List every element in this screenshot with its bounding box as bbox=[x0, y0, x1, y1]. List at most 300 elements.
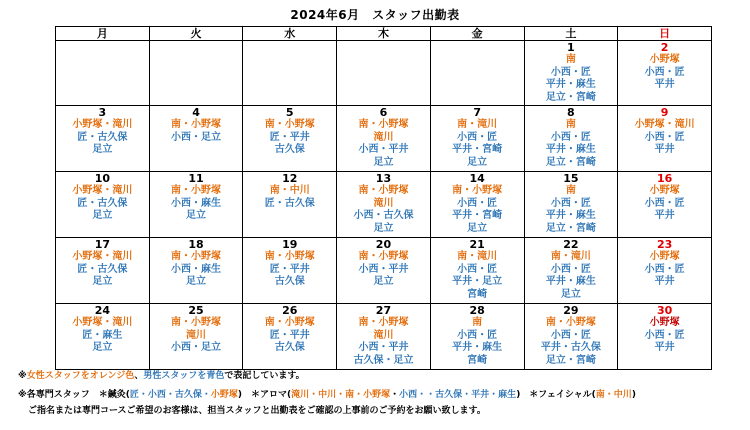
staff-line bbox=[56, 342, 149, 355]
female-staff-names: 南・小野塚 bbox=[452, 185, 503, 196]
day-cell bbox=[618, 106, 712, 172]
female-staff-names: 小野塚 bbox=[649, 317, 680, 328]
male-staff-names: 小西・麻生 bbox=[171, 263, 222, 275]
male-staff-names: 平井 bbox=[654, 276, 675, 287]
male-staff-names: 平井・麻生 bbox=[545, 79, 596, 90]
male-staff-names: 古久保 bbox=[274, 276, 305, 287]
day-number bbox=[431, 41, 524, 54]
staff-line bbox=[525, 79, 618, 92]
male-staff-names: 小西・匠 bbox=[457, 329, 498, 341]
male-staff-names: 小西・匠 bbox=[457, 263, 498, 275]
staff-line bbox=[56, 330, 149, 343]
week-row bbox=[56, 106, 712, 172]
staff-line bbox=[150, 132, 243, 145]
male-staff-names: 小西・匠 bbox=[550, 66, 591, 78]
staff-line bbox=[525, 210, 618, 223]
day-number: 7 bbox=[473, 106, 481, 119]
day-number: 30 bbox=[656, 304, 673, 317]
note-segment: 男性スタッフを青色 bbox=[143, 371, 225, 381]
weekday-tue: 火 bbox=[149, 27, 243, 41]
male-staff-names: 平井 bbox=[654, 144, 675, 155]
day-cell bbox=[149, 304, 243, 370]
day-number: 14 bbox=[469, 172, 485, 185]
staff-line bbox=[56, 210, 149, 223]
staff-line bbox=[431, 355, 524, 368]
day-number: 4 bbox=[192, 106, 200, 119]
staff-line bbox=[56, 119, 149, 132]
staff-line bbox=[431, 185, 524, 198]
day-cell bbox=[618, 172, 712, 238]
day-cell bbox=[243, 106, 337, 172]
staff-line bbox=[525, 54, 618, 67]
female-staff-names: 南・小野塚 bbox=[264, 251, 315, 262]
day-number bbox=[337, 41, 430, 54]
note-segment: ) bbox=[631, 390, 636, 400]
staff-line bbox=[618, 264, 711, 277]
week-row bbox=[56, 238, 712, 304]
female-staff-names: 南 bbox=[472, 317, 483, 328]
day-cell bbox=[243, 304, 337, 370]
empty-day-cell bbox=[243, 41, 337, 106]
note-segment: 、 bbox=[134, 371, 144, 381]
female-staff-names: 滝川 bbox=[373, 131, 394, 143]
male-staff-names: 小西・平井 bbox=[358, 144, 409, 155]
staff-line bbox=[525, 132, 618, 145]
male-staff-names: 平井・麻生 bbox=[452, 342, 503, 353]
staff-line bbox=[150, 198, 243, 211]
staff-line bbox=[56, 317, 149, 330]
staff-line bbox=[337, 317, 430, 330]
staff-line bbox=[337, 157, 430, 170]
day-cell bbox=[56, 172, 150, 238]
male-staff-names: 小西・匠 bbox=[644, 263, 685, 275]
male-staff-names: 小西・匠 bbox=[644, 329, 685, 341]
staff-line bbox=[56, 185, 149, 198]
staff-line bbox=[56, 144, 149, 157]
note-segment: で表記しています。 bbox=[224, 371, 305, 381]
male-staff-names: 足立 bbox=[467, 222, 488, 234]
day-number: 2 bbox=[660, 41, 669, 54]
day-cell bbox=[149, 106, 243, 172]
male-staff-names: 古久保 bbox=[274, 144, 305, 155]
staff-line bbox=[243, 264, 336, 277]
staff-line bbox=[525, 67, 618, 80]
staff-line bbox=[525, 198, 618, 211]
day-number: 6 bbox=[379, 106, 388, 119]
staff-line bbox=[150, 185, 243, 198]
male-staff-names: 足立 bbox=[560, 288, 581, 300]
day-number: 23 bbox=[656, 238, 673, 251]
day-cell bbox=[430, 106, 524, 172]
male-staff-names: 小西・匠 bbox=[550, 197, 591, 209]
staff-line bbox=[618, 79, 711, 92]
day-cell bbox=[243, 172, 337, 238]
staff-line bbox=[431, 132, 524, 145]
male-staff-names: 匠・古久保 bbox=[77, 197, 128, 209]
male-staff-names: 宮崎 bbox=[467, 354, 488, 366]
day-number: 12 bbox=[282, 172, 298, 185]
female-staff-names: 小野塚・滝川 bbox=[72, 251, 133, 262]
female-staff-names: 南・滝川 bbox=[457, 119, 498, 130]
staff-line bbox=[431, 119, 524, 132]
male-staff-names: 平井・麻生 bbox=[545, 210, 596, 221]
staff-line bbox=[243, 276, 336, 289]
day-cell bbox=[524, 304, 618, 370]
male-staff-names: 平井 bbox=[654, 210, 675, 221]
staff-line bbox=[337, 355, 430, 368]
day-number: 10 bbox=[94, 172, 110, 185]
staff-line bbox=[243, 198, 336, 211]
male-staff-names: 古久保・足立 bbox=[353, 354, 414, 366]
female-staff-names: 小野塚 bbox=[649, 54, 680, 65]
female-staff-names: 小野塚 bbox=[649, 185, 680, 196]
reservation-note: ご指名または専門コースご希望のお客様は、担当スタッフと出勤表をご確認の上事前のご予約をお願い致します。 bbox=[28, 406, 486, 416]
day-cell bbox=[149, 172, 243, 238]
day-number: 21 bbox=[469, 238, 485, 251]
male-staff-names: 足立 bbox=[92, 210, 113, 221]
male-staff-names: 足立・宮崎 bbox=[545, 222, 596, 234]
male-staff-names: 足立 bbox=[186, 276, 207, 287]
day-number: 18 bbox=[188, 238, 204, 251]
day-cell bbox=[430, 238, 524, 304]
staff-line bbox=[243, 317, 336, 330]
male-staff-names: 小西・古久保 bbox=[353, 210, 414, 221]
day-cell bbox=[149, 238, 243, 304]
day-number: 19 bbox=[282, 238, 298, 251]
day-number: 3 bbox=[98, 106, 107, 119]
staff-line bbox=[618, 144, 711, 157]
staff-line bbox=[337, 276, 430, 289]
female-staff-names: 南・小野塚 bbox=[545, 317, 596, 328]
male-staff-names: 匠・麻生 bbox=[82, 329, 123, 341]
weekday-mon: 月 bbox=[56, 27, 150, 41]
male-staff-names: 平井・古久保 bbox=[540, 342, 601, 353]
male-staff-names: 宮崎 bbox=[467, 288, 488, 300]
note-segment: 匠・小西・古久保・ bbox=[129, 390, 211, 400]
male-staff-names: 足立 bbox=[92, 342, 113, 353]
staff-line bbox=[150, 251, 243, 264]
male-staff-names: 平井 bbox=[654, 79, 675, 90]
staff-line bbox=[243, 251, 336, 264]
note-segment: ※各専門スタッフ ＊鍼灸( bbox=[18, 390, 130, 400]
female-staff-names: 小野塚・滝川 bbox=[634, 119, 695, 130]
female-staff-names: 南・小野塚 bbox=[264, 119, 315, 130]
page-title: 2024年6月 スタッフ出勤表 bbox=[290, 8, 460, 22]
staff-line bbox=[618, 251, 711, 264]
staff-line bbox=[150, 264, 243, 277]
day-cell bbox=[56, 238, 150, 304]
day-number: 25 bbox=[188, 304, 204, 317]
staff-line bbox=[525, 342, 618, 355]
male-staff-names: 足立 bbox=[373, 276, 394, 287]
male-staff-names: 足立 bbox=[186, 210, 207, 221]
day-cell bbox=[524, 172, 618, 238]
male-staff-names: 足立・宮崎 bbox=[545, 156, 596, 168]
male-staff-names: 小西・匠 bbox=[457, 197, 498, 209]
staff-line bbox=[337, 210, 430, 223]
staff-line bbox=[618, 276, 711, 289]
schedule-table bbox=[55, 26, 712, 370]
staff-line bbox=[618, 330, 711, 343]
week-row bbox=[56, 172, 712, 238]
staff-line bbox=[618, 132, 711, 145]
staff-line bbox=[431, 330, 524, 343]
male-staff-names: 匠・平井 bbox=[269, 329, 310, 341]
female-staff-names: 小野塚・滝川 bbox=[72, 119, 133, 130]
staff-line bbox=[525, 330, 618, 343]
staff-line bbox=[525, 144, 618, 157]
day-cell bbox=[337, 106, 431, 172]
staff-line bbox=[431, 317, 524, 330]
staff-line bbox=[431, 198, 524, 211]
staff-line bbox=[618, 317, 711, 330]
male-staff-names: 小西・匠 bbox=[644, 197, 685, 209]
week-row bbox=[56, 304, 712, 370]
staff-line bbox=[618, 67, 711, 80]
staff-line bbox=[618, 210, 711, 223]
staff-line bbox=[243, 185, 336, 198]
day-cell bbox=[430, 172, 524, 238]
staff-line bbox=[150, 210, 243, 223]
female-staff-names: 南・小野塚 bbox=[358, 317, 409, 328]
note-segment: 女性スタッフをオレンジ色 bbox=[26, 371, 135, 381]
female-staff-names: 小野塚・滝川 bbox=[72, 185, 133, 196]
male-staff-names: 小西・平井 bbox=[358, 263, 409, 275]
female-staff-names: 南・小野塚 bbox=[171, 185, 222, 196]
day-cell bbox=[524, 106, 618, 172]
day-number: 13 bbox=[375, 172, 392, 185]
note-segment: ) ＊フェイシャル( bbox=[516, 390, 596, 400]
day-number: 15 bbox=[563, 172, 579, 185]
weekday-wed: 水 bbox=[243, 27, 337, 41]
day-number bbox=[56, 41, 149, 54]
female-staff-names: 小野塚 bbox=[649, 251, 680, 262]
male-staff-names: 平井・麻生 bbox=[545, 276, 596, 287]
male-staff-names: 小西・平井 bbox=[358, 342, 409, 353]
staff-line bbox=[618, 54, 711, 67]
male-staff-names: 足立 bbox=[373, 222, 394, 234]
staff-line bbox=[525, 317, 618, 330]
staff-line bbox=[525, 119, 618, 132]
day-number: 1 bbox=[567, 41, 575, 54]
day-cell bbox=[524, 238, 618, 304]
day-number: 11 bbox=[188, 172, 204, 185]
day-number: 27 bbox=[375, 304, 392, 317]
male-staff-names: 匠・古久保 bbox=[77, 131, 128, 143]
day-number: 26 bbox=[282, 304, 298, 317]
day-cell bbox=[337, 172, 431, 238]
day-cell bbox=[56, 304, 150, 370]
male-staff-names: 匠・平井 bbox=[269, 263, 310, 275]
staff-line bbox=[56, 264, 149, 277]
staff-line bbox=[243, 119, 336, 132]
male-staff-names: 小西・足立 bbox=[171, 131, 222, 143]
staff-line bbox=[525, 289, 618, 302]
staff-line bbox=[243, 132, 336, 145]
empty-day-cell bbox=[430, 41, 524, 106]
staff-line bbox=[525, 157, 618, 170]
day-number: 24 bbox=[94, 304, 110, 317]
male-staff-names: 小西・匠 bbox=[550, 131, 591, 143]
male-staff-names: 足立 bbox=[373, 156, 394, 168]
female-staff-names: 南・滝川 bbox=[550, 251, 591, 262]
staff-line bbox=[337, 330, 430, 343]
staff-line bbox=[337, 198, 430, 211]
day-cell bbox=[243, 238, 337, 304]
male-staff-names: 足立・宮崎 bbox=[545, 91, 596, 103]
female-staff-names: 南・滝川 bbox=[457, 251, 498, 262]
day-number: 28 bbox=[469, 304, 485, 317]
note-segment: ) ＊アロマ( bbox=[237, 390, 292, 400]
male-staff-names: 足立・宮崎 bbox=[545, 354, 596, 366]
day-number: 22 bbox=[563, 238, 579, 251]
male-staff-names: 小西・匠 bbox=[550, 329, 591, 341]
staff-line bbox=[56, 276, 149, 289]
staff-line bbox=[431, 264, 524, 277]
staff-line bbox=[431, 289, 524, 302]
male-staff-names: 小西・麻生 bbox=[171, 197, 222, 209]
male-staff-names: 小西・足立 bbox=[171, 342, 222, 353]
day-cell bbox=[618, 41, 712, 106]
male-staff-names: 平井・宮崎 bbox=[452, 210, 503, 221]
female-staff-names: 滝川 bbox=[373, 197, 394, 209]
weekday-sun: 日 bbox=[618, 27, 712, 41]
day-cell bbox=[337, 304, 431, 370]
staff-line bbox=[337, 264, 430, 277]
weekday-fri: 金 bbox=[430, 27, 524, 41]
staff-line bbox=[150, 276, 243, 289]
staff-line bbox=[243, 342, 336, 355]
female-staff-names: 南 bbox=[565, 54, 576, 65]
day-number: 16 bbox=[656, 172, 673, 185]
male-staff-names: 足立 bbox=[92, 144, 113, 155]
male-staff-names: 足立 bbox=[467, 156, 488, 168]
staff-line bbox=[525, 185, 618, 198]
female-staff-names: 小野塚・滝川 bbox=[72, 317, 133, 328]
male-staff-names: 小西・匠 bbox=[457, 131, 498, 143]
note-segment: 小西・・古久保・平井・麻生 bbox=[399, 390, 517, 400]
staff-line bbox=[618, 342, 711, 355]
female-staff-names: 滝川 bbox=[186, 329, 207, 341]
staff-line bbox=[150, 119, 243, 132]
staff-line bbox=[150, 342, 243, 355]
male-staff-names: 小西・匠 bbox=[644, 131, 685, 143]
male-staff-names: 古久保 bbox=[274, 342, 305, 353]
empty-day-cell bbox=[56, 41, 150, 106]
male-staff-names: 小西・匠 bbox=[550, 263, 591, 275]
female-staff-names: 南・小野塚 bbox=[171, 317, 222, 328]
staff-line bbox=[525, 92, 618, 105]
staff-line bbox=[56, 132, 149, 145]
female-staff-names: 南・小野塚 bbox=[358, 119, 409, 130]
day-cell bbox=[524, 41, 618, 106]
male-staff-names: 匠・平井 bbox=[269, 131, 310, 143]
day-number: 17 bbox=[94, 238, 110, 251]
staff-line bbox=[525, 223, 618, 236]
staff-line bbox=[618, 119, 711, 132]
male-staff-names: 小西・匠 bbox=[644, 66, 685, 78]
specialist-staff-note bbox=[18, 387, 636, 400]
staff-line bbox=[618, 198, 711, 211]
female-staff-names: 南・中川 bbox=[269, 185, 310, 196]
day-cell bbox=[430, 304, 524, 370]
female-staff-names: 南・小野塚 bbox=[358, 251, 409, 262]
staff-line bbox=[431, 251, 524, 264]
male-staff-names: 平井・麻生 bbox=[545, 144, 596, 155]
staff-line bbox=[337, 144, 430, 157]
male-staff-names: 匠・古久保 bbox=[264, 197, 315, 209]
empty-day-cell bbox=[149, 41, 243, 106]
staff-line bbox=[243, 144, 336, 157]
day-cell bbox=[618, 304, 712, 370]
note-segment: 小野塚 bbox=[210, 390, 238, 400]
female-staff-names: 南・小野塚 bbox=[171, 119, 222, 130]
day-number bbox=[243, 41, 336, 54]
female-staff-names: 南 bbox=[565, 119, 576, 130]
note-segment: ※ bbox=[18, 371, 27, 381]
day-number: 20 bbox=[375, 238, 392, 251]
staff-line bbox=[431, 342, 524, 355]
day-number: 29 bbox=[563, 304, 579, 317]
staff-line bbox=[337, 119, 430, 132]
staff-color-note bbox=[18, 368, 305, 381]
male-staff-names: 匠・古久保 bbox=[77, 263, 128, 275]
female-staff-names: 南・小野塚 bbox=[171, 251, 222, 262]
note-segment: 滝川・中川・南・小野塚 bbox=[291, 390, 391, 400]
empty-day-cell bbox=[337, 41, 431, 106]
staff-line bbox=[243, 330, 336, 343]
staff-line bbox=[56, 251, 149, 264]
staff-line bbox=[150, 330, 243, 343]
note-segment: 南・中川 bbox=[595, 390, 632, 400]
staff-line bbox=[337, 342, 430, 355]
weekday-header-row bbox=[56, 27, 712, 41]
female-staff-names: 滝川 bbox=[373, 329, 394, 341]
staff-line bbox=[337, 185, 430, 198]
female-staff-names: 南 bbox=[565, 185, 576, 196]
day-cell bbox=[337, 238, 431, 304]
week-row bbox=[56, 41, 712, 106]
staff-line bbox=[525, 276, 618, 289]
day-cell bbox=[56, 106, 150, 172]
staff-line bbox=[525, 264, 618, 277]
day-number: 5 bbox=[285, 106, 294, 119]
weekday-sat: 土 bbox=[524, 27, 618, 41]
day-number bbox=[150, 41, 243, 54]
day-number: 8 bbox=[567, 106, 575, 119]
day-number: 9 bbox=[660, 106, 669, 119]
staff-line bbox=[431, 157, 524, 170]
male-staff-names: 平井・宮崎 bbox=[452, 144, 503, 155]
male-staff-names: 平井・足立 bbox=[452, 276, 503, 287]
staff-line bbox=[337, 251, 430, 264]
staff-line bbox=[431, 210, 524, 223]
staff-line bbox=[337, 132, 430, 145]
staff-line bbox=[150, 317, 243, 330]
staff-line bbox=[525, 251, 618, 264]
day-cell bbox=[618, 238, 712, 304]
staff-line bbox=[56, 198, 149, 211]
staff-line bbox=[431, 276, 524, 289]
note-segment: ・ bbox=[390, 390, 400, 400]
staff-line bbox=[525, 355, 618, 368]
staff-line bbox=[431, 223, 524, 236]
male-staff-names: 足立 bbox=[92, 276, 113, 287]
weekday-thu: 木 bbox=[337, 27, 431, 41]
male-staff-names: 平井 bbox=[654, 342, 675, 353]
staff-line bbox=[431, 144, 524, 157]
female-staff-names: 南・小野塚 bbox=[264, 317, 315, 328]
